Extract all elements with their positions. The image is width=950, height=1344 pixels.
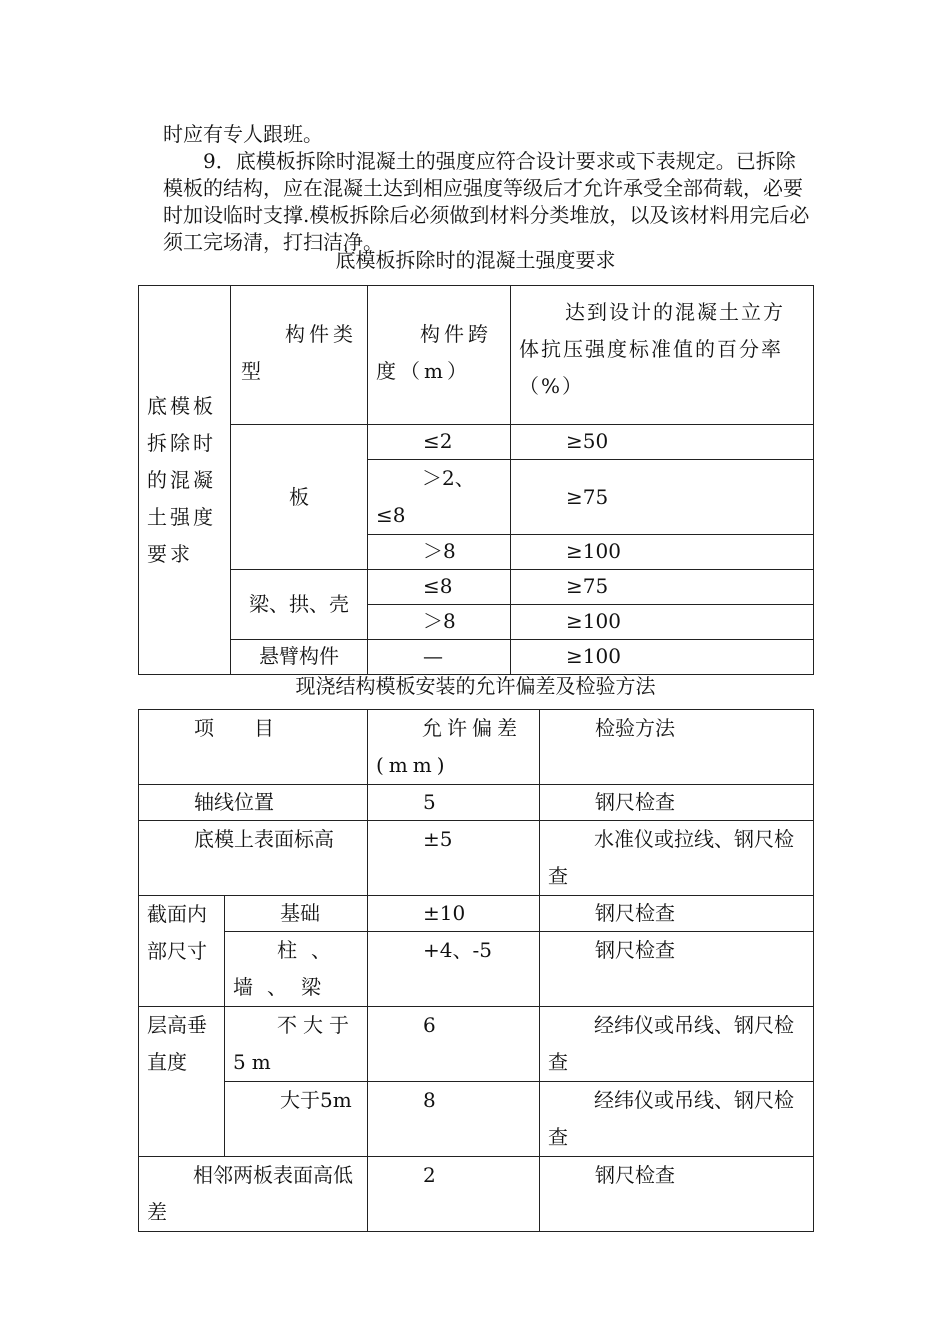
- span-cell: ＞8: [368, 605, 511, 640]
- header-span: 构件跨度（m）: [368, 286, 511, 425]
- table2-caption: 现浇结构模板安装的允许偏差及检验方法: [295, 674, 656, 698]
- item-cell: 基础: [225, 896, 368, 932]
- header-percent: 达到设计的混凝土立方体抗压强度标准值的百分率（%）: [511, 286, 814, 425]
- item-cell: 大于5m: [225, 1082, 368, 1157]
- percent-cell: ≥75: [511, 570, 814, 605]
- table1-caption: 底模板拆除时的混凝土强度要求: [335, 248, 616, 272]
- span-cell: ＞2、≤8: [368, 460, 511, 535]
- method-cell: 钢尺检查: [540, 932, 814, 1007]
- tolerance-table: [138, 709, 814, 1232]
- percent-cell: ≥100: [511, 605, 814, 640]
- tolerance-cell: 5: [368, 785, 540, 821]
- paragraph-line: 时应有专人跟班。: [163, 122, 323, 146]
- header-type: 构件类型: [231, 286, 368, 425]
- tolerance-cell: +4、-5: [368, 932, 540, 1007]
- method-cell: 钢尺检查: [540, 785, 814, 821]
- strength-table: [138, 285, 814, 675]
- header-method: 检验方法: [540, 710, 814, 785]
- group-section-size: 截面内部尺寸: [139, 896, 225, 1007]
- header-tolerance: 允许偏差(mm): [368, 710, 540, 785]
- item-cell: 相邻两板表面高低差: [139, 1157, 368, 1232]
- span-cell: —: [368, 640, 511, 675]
- item-cell: 柱、墙、梁: [225, 932, 368, 1007]
- tolerance-cell: ±5: [368, 821, 540, 896]
- body-paragraph: [163, 121, 813, 256]
- tolerance-cell: ±10: [368, 896, 540, 932]
- item-cell: 底模上表面标高: [139, 821, 368, 896]
- item-cell: 轴线位置: [139, 785, 368, 821]
- tolerance-cell: 8: [368, 1082, 540, 1157]
- percent-cell: ≥75: [511, 460, 814, 535]
- item-cell: 不大于5m: [225, 1007, 368, 1082]
- tolerance-cell: 2: [368, 1157, 540, 1232]
- method-cell: 经纬仪或吊线、钢尺检查: [540, 1007, 814, 1082]
- method-cell: 经纬仪或吊线、钢尺检查: [540, 1082, 814, 1157]
- table1-side-label: 底模板拆除时的混凝土强度要求: [139, 286, 231, 675]
- method-cell: 钢尺检查: [540, 896, 814, 932]
- percent-cell: ≥100: [511, 535, 814, 570]
- paragraph-item-9: 9．底模板拆除时混凝土的强度应符合设计要求或下表规定。已拆除模板的结构，应在混凝土达到相应强度等级后才允许承受全部荷载，必要时加设临时支撑.模板拆除后必须做到材料分类堆放，以及该材料用完后必须工完场清，打扫洁净。: [163, 149, 810, 254]
- percent-cell: ≥50: [511, 425, 814, 460]
- span-cell: ＞8: [368, 535, 511, 570]
- method-cell: 水准仪或拉线、钢尺检查: [540, 821, 814, 896]
- type-cantilever: 悬臂构件: [231, 640, 368, 675]
- span-cell: ≤2: [368, 425, 511, 460]
- group-floor-vertical: 层高垂直度: [139, 1007, 225, 1157]
- type-beam: 梁、拱、壳: [231, 570, 368, 640]
- percent-cell: ≥100: [511, 640, 814, 675]
- tolerance-cell: 6: [368, 1007, 540, 1082]
- method-cell: 钢尺检查: [540, 1157, 814, 1232]
- header-item: 项 目: [139, 710, 368, 785]
- span-cell: ≤8: [368, 570, 511, 605]
- type-board: 板: [231, 425, 368, 570]
